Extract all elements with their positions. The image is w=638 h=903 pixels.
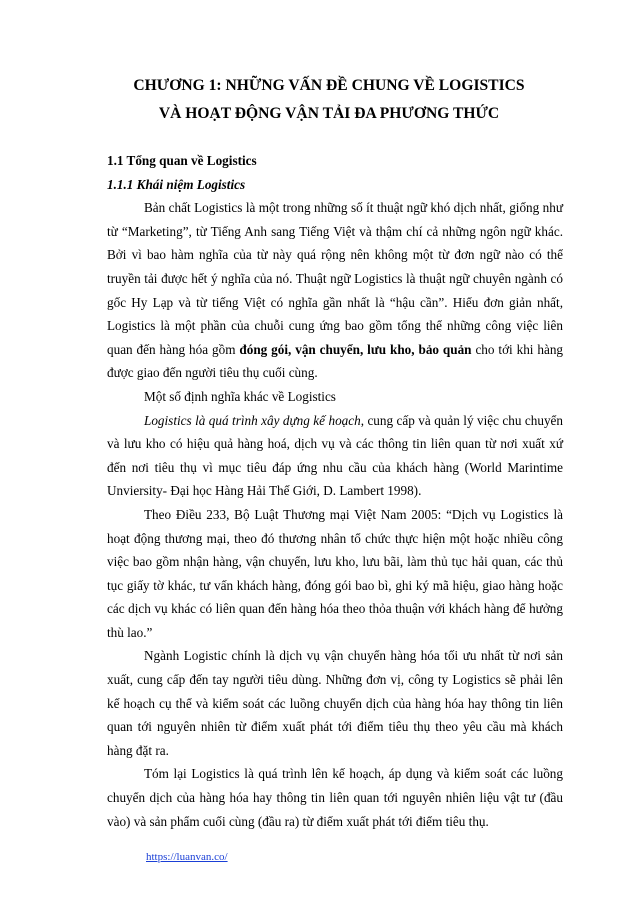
chapter-title-line-1: CHƯƠNG 1: NHỮNG VẤN ĐỀ CHUNG VỀ LOGISTICS: [133, 77, 525, 94]
paragraph-1-text: Bản chất Logistics là một trong những số ít thuật ngữ khó dịch nhất, giống như từ “Marketing”, từ Tiếng Anh sang Tiếng Việt và thậm chí cả những ngôn ngữ khác. Bởi vì bao hàm nghĩa của từ này quá rộng nên không một từ đơn ngữ nào có thể truyền tải được hết ý nghĩa của nó. Thuật ngữ Logistics là thuật ngữ chuyên ngành có gốc Hy Lạp và từ tiếng Việt có nghĩa gần nhất là “hậu cần”. Hiểu đơn giản nhất, Logistics là một phần của chuỗi cung ứng bao gồm tổng thể những công việc liên quan đến hàng hóa gồm: [107, 200, 563, 357]
section-heading: 1.1 Tổng quan về Logistics: [107, 153, 257, 168]
document-body: [107, 149, 563, 833]
paragraph-summary: Tóm lại Logistics là quá trình lên kế hoạch, áp dụng và kiểm soát các luồng chuyển dịch của hàng hóa hay thông tin liên quan tới nguyên nhiên liệu vật tư (đầu vào) và sản phẩm cuối cùng (đầu ra) từ điểm xuất phát tới điểm tiêu thụ.: [107, 766, 563, 829]
footer-link[interactable]: https://luanvan.co/: [146, 851, 228, 863]
chapter-title-line-2: VÀ HOẠT ĐỘNG VẬN TẢI ĐA PHƯƠNG THỨC: [158, 105, 500, 122]
paragraph-1-bold-text: đóng gói, vận chuyển, lưu kho, bảo quản: [239, 341, 472, 357]
paragraph-3-italic-text: Logistics là quá trình xây dựng kế hoạch: [144, 412, 361, 428]
paragraph-wmu-definition: [107, 409, 563, 503]
chapter-title: [100, 72, 558, 128]
subsection-heading: 1.1.1 Khái niệm Logistics: [107, 176, 246, 192]
paragraph-definition-intro: [107, 196, 563, 385]
paragraph-3-rest-text: , cung cấp và quản lý việc chu chuyển và lưu kho có hiệu quả hàng hoá, dịch vụ và các thông tin liên quan từ nơi xuất xứ đến nơi tiêu thụ vì mục tiêu đáp ứng nhu cầu của khách hàng (World Marintime Unviersity- Đại học Hàng Hải Thế Giới, D. Lambert 1998).: [107, 412, 563, 499]
paragraph-1-end-text: cho tới khi hàng được giao đến người tiêu thụ cuối cùng.: [107, 341, 564, 381]
paragraph-law-definition: Theo Điều 233, Bộ Luật Thương mại Việt Nam 2005: “Dịch vụ Logistics là hoạt động thương mại, theo đó thương nhân tổ chức thực hiện một hoặc nhiều công việc bao gồm nhận hàng, vận chuyển, lưu kho, lưu bãi, làm thủ tục hải quan, các thủ tục giấy tờ khác, tư vấn khách hàng, đóng gói bao bì, ghi ký mã hiệu, giao hàng hoặc các dịch vụ khác có liên quan đến hàng hóa theo thỏa thuận với khách hàng để hưởng thù lao.”: [107, 506, 563, 640]
paragraph-other-definitions: Một số định nghĩa khác về Logistics: [144, 388, 336, 404]
paragraph-industry-description: Ngành Logistic chính là dịch vụ vận chuyển hàng hóa tối ưu nhất từ nơi sản xuất, cung cấp đến tay người tiêu dùng. Những đơn vị, công ty Logistics sẽ phải lên kế hoạch cụ thể và kiểm soát các luồng chuyển dịch của hàng hóa hay thông tin liên quan tới nguyên nhiên từ điểm xuất phát tới điểm tiêu thụ theo yêu cầu mà khách hàng đặt ra.: [107, 648, 563, 758]
